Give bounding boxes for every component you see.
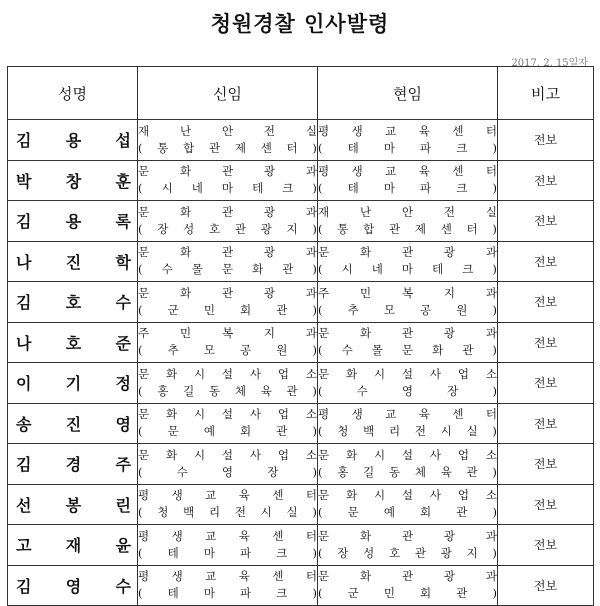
table-row [8, 322, 594, 363]
person-name: 박 창 훈 [16, 171, 131, 191]
note-cell: 전보 [498, 241, 594, 282]
new-post-cell [138, 241, 318, 282]
current-facility: ( 테 마 파 크 ) [318, 181, 497, 196]
new-department: 주 민 복 지 과 [138, 326, 317, 341]
current-post-cell [318, 322, 498, 363]
person-name: 나 진 학 [16, 252, 131, 272]
current-department: 평 생 교 육 센 터 [318, 123, 497, 138]
new-facility: ( 장 성 호 관 광 지 ) [138, 221, 317, 236]
document-title: 청원경찰 인사발령 [210, 12, 390, 36]
current-facility: ( 장 성 호 관 광 지 ) [318, 545, 497, 560]
header-name: 성명 [8, 67, 138, 120]
new-department: 문 화 시 설 사 업 소 [138, 407, 317, 422]
current-department: 주 민 복 지 과 [318, 285, 497, 300]
new-department: 문 화 시 설 사 업 소 [138, 366, 317, 381]
new-facility: ( 청 백 리 전 시 실 ) [138, 505, 317, 520]
current-facility: ( 수 영 장 ) [318, 383, 497, 398]
current-post-cell [318, 565, 498, 606]
current-department: 문 화 시 설 사 업 소 [318, 366, 497, 381]
new-facility: ( 시 네 마 테 크 ) [138, 181, 317, 196]
note-cell: 전보 [498, 201, 594, 242]
person-name: 김 호 수 [16, 293, 131, 313]
note-cell: 전보 [498, 565, 594, 606]
current-post-cell [318, 403, 498, 444]
table-row [8, 241, 594, 282]
new-department: 재 난 안 전 실 [138, 123, 317, 138]
note-cell: 전보 [498, 120, 594, 161]
new-facility: ( 수 영 장 ) [138, 464, 317, 479]
current-facility: ( 홍 길 동 체 육 관 ) [318, 464, 497, 479]
new-department: 평 생 교 육 센 터 [138, 488, 317, 503]
table-row [8, 160, 594, 201]
new-department: 문 화 관 광 과 [138, 285, 317, 300]
table-row [8, 282, 594, 323]
current-facility: ( 군 민 회 관 ) [318, 586, 497, 601]
current-post-cell [318, 241, 498, 282]
table-row [8, 403, 594, 444]
person-name: 고 재 윤 [16, 536, 131, 556]
note-cell: 전보 [498, 444, 594, 485]
new-department: 문 화 시 설 사 업 소 [138, 447, 317, 462]
current-department: 평 생 교 육 센 터 [318, 407, 497, 422]
header-new: 신임 [138, 67, 318, 120]
note-cell: 전보 [498, 525, 594, 566]
note-cell: 전보 [498, 322, 594, 363]
new-facility: ( 수 몰 문 화 관 ) [138, 262, 317, 277]
new-post-cell [138, 322, 318, 363]
table-row [8, 120, 594, 161]
current-department: 문 화 시 설 사 업 소 [318, 488, 497, 503]
current-facility: ( 수 몰 문 화 관 ) [318, 343, 497, 358]
new-facility: ( 홍 길 동 체 육 관 ) [138, 383, 317, 398]
new-post-cell [138, 363, 318, 404]
note-cell: 전보 [498, 160, 594, 201]
table-row [8, 565, 594, 606]
header-note: 비고 [498, 67, 594, 120]
person-name: 송 진 영 [16, 414, 131, 434]
current-post-cell [318, 120, 498, 161]
person-name: 김 영 수 [16, 576, 131, 596]
header-current: 현임 [318, 67, 498, 120]
current-facility: ( 문 예 회 관 ) [318, 505, 497, 520]
new-facility: ( 군 민 회 관 ) [138, 302, 317, 317]
current-post-cell [318, 282, 498, 323]
new-post-cell [138, 403, 318, 444]
current-facility: ( 테 마 파 크 ) [318, 140, 497, 155]
current-post-cell [318, 363, 498, 404]
person-name: 김 경 주 [16, 455, 131, 475]
new-facility: ( 통 합 관 제 센 터 ) [138, 140, 317, 155]
current-post-cell [318, 525, 498, 566]
new-post-cell [138, 525, 318, 566]
current-department: 문 화 관 광 과 [318, 245, 497, 260]
new-department: 평 생 교 육 센 터 [138, 528, 317, 543]
current-facility: ( 통 합 관 제 센 터 ) [318, 221, 497, 236]
person-name: 김 용 록 [16, 212, 131, 232]
new-facility: ( 테 마 파 크 ) [138, 586, 317, 601]
current-department: 문 화 관 광 과 [318, 528, 497, 543]
current-department: 문 화 관 광 과 [318, 326, 497, 341]
current-department: 문 화 시 설 사 업 소 [318, 447, 497, 462]
current-department: 재 난 안 전 실 [318, 204, 497, 219]
header-row [8, 67, 594, 120]
person-name: 이 기 정 [16, 374, 131, 394]
new-post-cell [138, 282, 318, 323]
new-post-cell [138, 444, 318, 485]
current-facility: ( 청 백 리 전 시 실 ) [318, 424, 497, 439]
new-department: 문 화 관 광 과 [138, 245, 317, 260]
note-cell: 전보 [498, 363, 594, 404]
new-post-cell [138, 201, 318, 242]
new-department: 문 화 관 광 과 [138, 164, 317, 179]
new-facility: ( 문 예 회 관 ) [138, 424, 317, 439]
new-department: 평 생 교 육 센 터 [138, 569, 317, 584]
note-cell: 전보 [498, 282, 594, 323]
table-row [8, 201, 594, 242]
person-name: 김 용 섭 [16, 131, 131, 151]
current-facility: ( 추 모 공 원 ) [318, 302, 497, 317]
table-row [8, 525, 594, 566]
issue-date: 2017. 2. 15일자 [511, 58, 588, 69]
note-cell: 전보 [498, 403, 594, 444]
new-post-cell [138, 120, 318, 161]
person-name: 나 호 준 [16, 333, 131, 353]
table-row [8, 484, 594, 525]
current-post-cell [318, 484, 498, 525]
personnel-table [7, 66, 594, 606]
new-facility: ( 추 모 공 원 ) [138, 343, 317, 358]
table-row [8, 444, 594, 485]
current-facility: ( 시 네 마 테 크 ) [318, 262, 497, 277]
new-department: 문 화 관 광 과 [138, 204, 317, 219]
table-row [8, 363, 594, 404]
current-department: 문 화 관 광 과 [318, 569, 497, 584]
current-department: 평 생 교 육 센 터 [318, 164, 497, 179]
current-post-cell [318, 444, 498, 485]
current-post-cell [318, 201, 498, 242]
current-post-cell [318, 160, 498, 201]
note-cell: 전보 [498, 484, 594, 525]
new-post-cell [138, 484, 318, 525]
new-post-cell [138, 565, 318, 606]
person-name: 선 봉 린 [16, 495, 131, 515]
new-facility: ( 테 마 파 크 ) [138, 545, 317, 560]
new-post-cell [138, 160, 318, 201]
